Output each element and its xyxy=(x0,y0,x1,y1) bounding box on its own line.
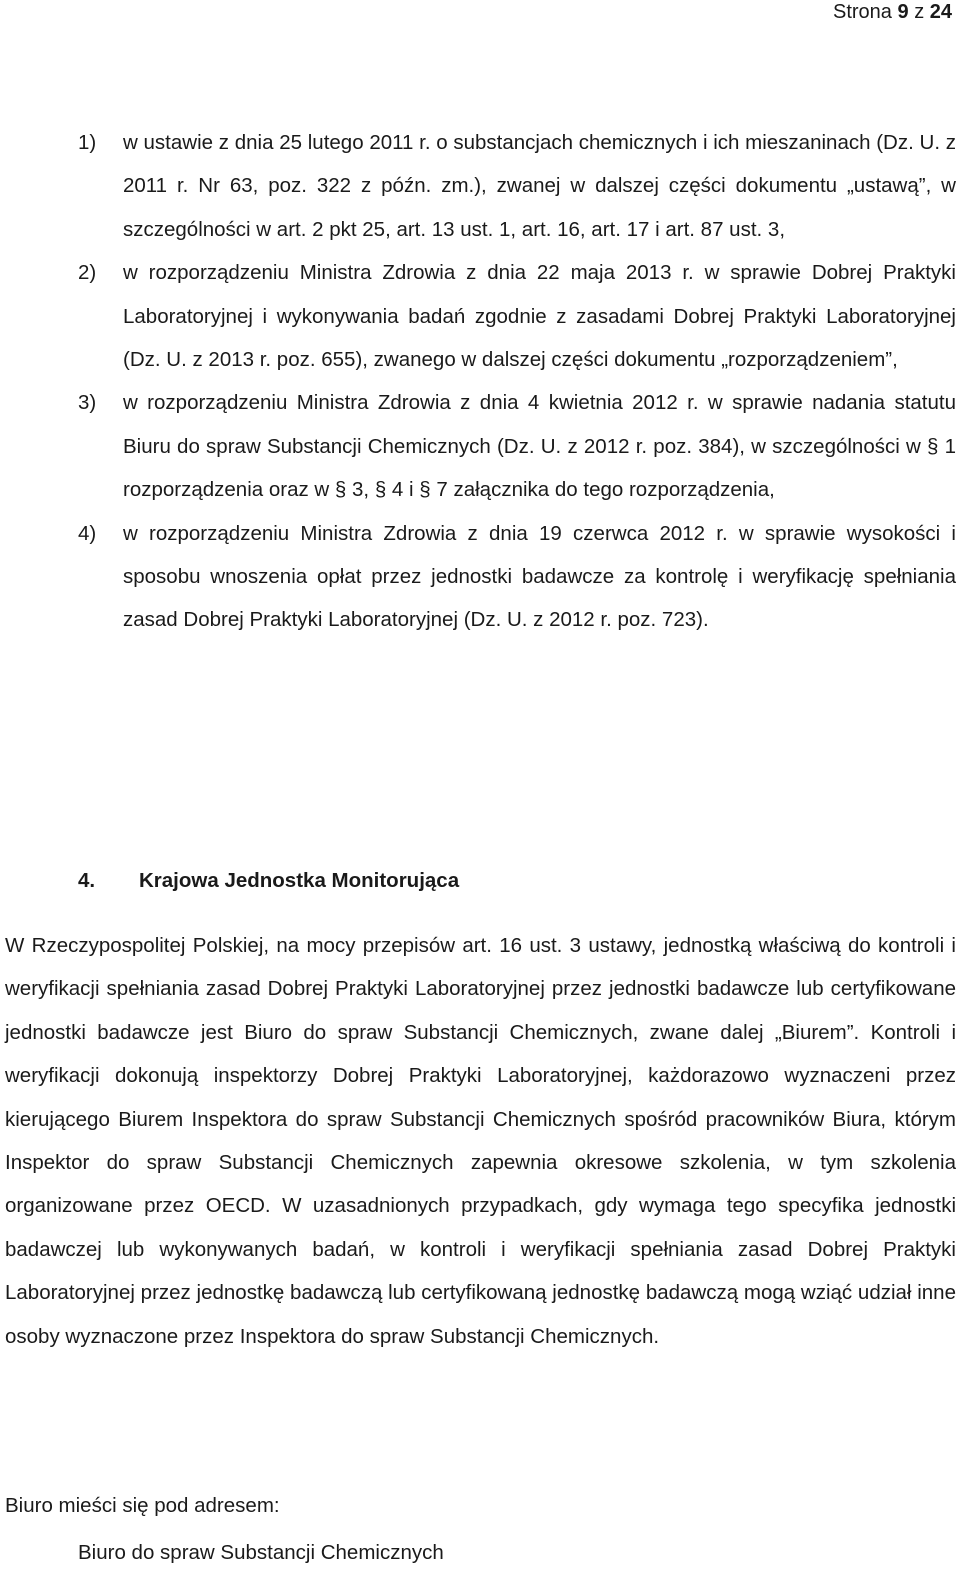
address-label: Biuro mieści się pod adresem: xyxy=(5,1494,280,1517)
page-number xyxy=(833,0,952,25)
section-paragraph: W Rzeczypospolitej Polskiej, na mocy przepisów art. 16 ust. 3 ustawy, jednostką właściwą do kontroli i weryfikacji spełniania zasad Dobrej Praktyki Laboratoryjnej przez jednostki badawcze lub certyfikowane jednostki badawcze jest Biuro do spraw Substancji Chemicznych, zwane dalej „Biurem”. Kontroli i weryfikacji dokonują inspektorzy Dobrej Praktyki Laboratoryjnej, każdorazowo wyznaczeni przez kierującego Biurem Inspektora do spraw Substancji Chemicznych spośród pracowników Biura, którym Inspektor do spraw Substancji Chemicznych zapewnia okresowe szkolenia, w tym szkolenia organizowane przez OECD. W uzasadnionych przypadkach, gdy wymaga tego specyfika jednostki badawczej lub wykonywanych badań, w kontroli i weryfikacji spełniania zasad Dobrej Praktyki Laboratoryjnej przez jednostkę badawczą lub certyfikowaną jednostkę badawczą mogą wziąć udział inne osoby wyznaczone przez Inspektora do spraw Substancji Chemicznych. xyxy=(5,934,956,1348)
list-item-text: w rozporządzeniu Ministra Zdrowia z dnia 19 czerwca 2012 r. w sprawie wysokości i sposobu wnoszenia opłat przez jednostki badawcze za kontrolę i weryfikację spełniania zasad Dobrej Praktyki Laboratoryjnej (Dz. U. z 2012 r. poz. 723). xyxy=(123,521,956,632)
section-title: Krajowa Jednostka Monitorująca xyxy=(139,869,460,892)
section-heading xyxy=(78,866,459,896)
address-line: Biuro do spraw Substancji Chemicznych xyxy=(78,1541,444,1564)
list-item-text: w rozporządzeniu Ministra Zdrowia z dnia 22 maja 2013 r. w sprawie Dobrej Praktyki Laboratoryjnej i wykonywania badań zgodnie z zasadami Dobrej Praktyki Laboratoryjnej (Dz. U. z 2013 r. poz. 655), zwanego w dalszej części dokumentu „rozporządzeniem”, xyxy=(123,261,956,372)
list-item xyxy=(78,121,956,251)
page-number-total: 24 xyxy=(929,1,952,23)
list-item-number: 2) xyxy=(78,261,97,285)
list-item xyxy=(78,512,956,642)
list-item xyxy=(78,251,956,381)
list-item-number: 4) xyxy=(78,521,97,545)
list-item-text: w ustawie z dnia 25 lutego 2011 r. o substancjach chemicznych i ich mieszaninach (Dz. U. z 2011 r. Nr 63, poz. 322 z późn. zm.), zwanej w dalszej części dokumentu „ustawą”, w szczególności w art. 2 pkt 25, art. 13 ust. 1, art. 16, art. 17 i art. 87 ust. 3, xyxy=(123,131,956,241)
list-item-number: 3) xyxy=(78,391,97,415)
list-item-number: 1) xyxy=(78,131,97,154)
list-item xyxy=(78,381,956,511)
list-item-text: w rozporządzeniu Ministra Zdrowia z dnia 4 kwietnia 2012 r. w sprawie nadania statutu Biuru do spraw Substancji Chemicznych (Dz. U. z 2012 r. poz. 384), w szczególności w § 1 rozporządzenia oraz w § 3, § 4 i § 7 załącznika do tego rozporządzenia, xyxy=(123,391,956,502)
page-number-separator: z xyxy=(914,1,925,23)
page-number-prefix: Strona xyxy=(833,1,892,23)
legal-basis-list xyxy=(78,121,956,642)
page-number-current: 9 xyxy=(897,1,909,23)
section-number: 4. xyxy=(78,869,96,892)
